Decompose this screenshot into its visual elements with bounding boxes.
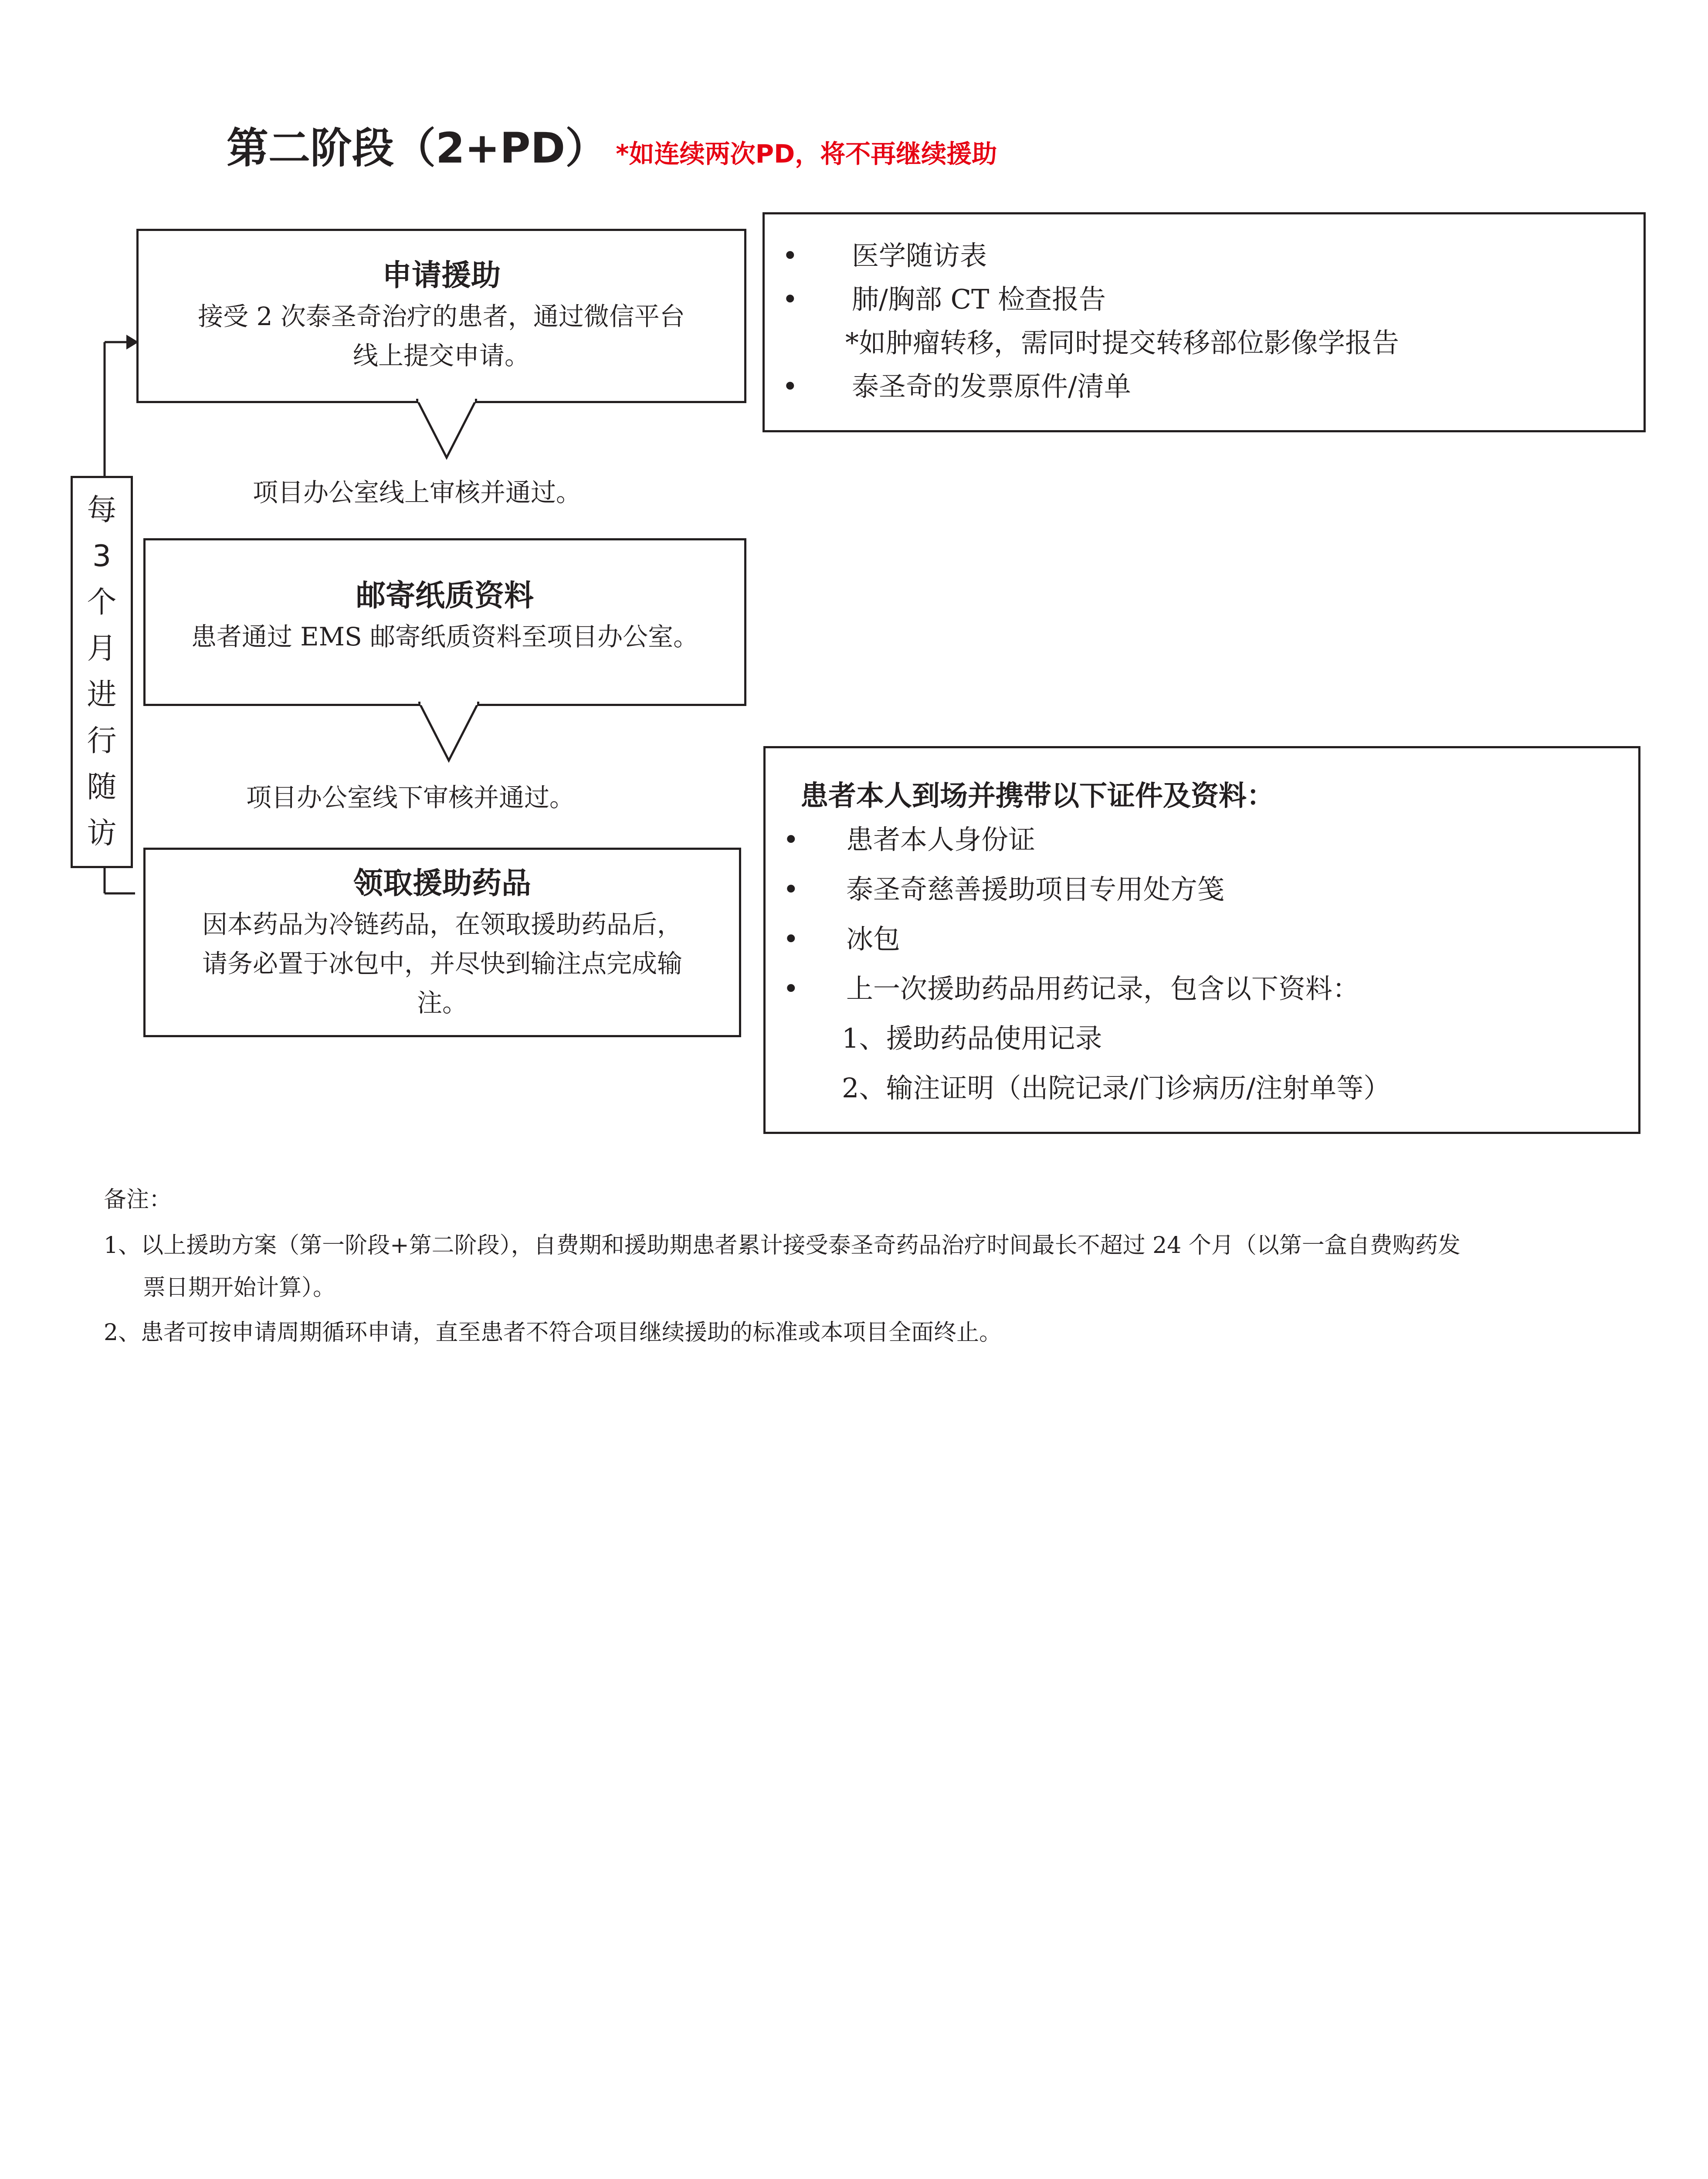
list-item: • 上一次援助药品用药记录，包含以下资料： [766,967,1638,1017]
bullet-icon: • [783,873,799,905]
pickup-requirements-box [763,746,1640,1134]
list-item: • 泰圣奇的发票原件/清单 [765,365,1644,408]
step-mail-line: 患者通过 EMS 邮寄纸质资料至项目办公室。 [191,622,699,652]
bullet-icon: • [783,824,799,855]
list-item: • 肺/胸部 CT 检查报告 [765,278,1644,321]
step-apply-heading: 申请援助 [382,258,501,293]
cycle-char: 访 [87,816,117,851]
note-line: 2、患者可按申请周期循环申请，直至患者不符合项目继续援助的标准或本项目全面终止。 [104,1320,1002,1346]
stage-title: 第二阶段（2+PD） [227,124,607,173]
step-apply-line: 接受 2 次泰圣奇治疗的患者，通过微信平台 [198,302,685,331]
step-apply-box [136,229,746,403]
note-line: 1、以上援助方案（第一阶段+第二阶段），自费期和援助期患者累计接受泰圣奇药品治疗时间最长不超过 24 个月（以第一盒自费购药发 [104,1232,1461,1259]
documents-list-box [762,212,1646,432]
bullet-icon: • [782,283,798,315]
step-pickup-line: 因本药品为冷链药品，在领取援助药品后， [202,910,682,939]
step-mail-heading: 邮寄纸质资料 [356,579,534,613]
list-subitem: 2、输注证明（出院记录/门诊病历/注射单等） [842,1072,1391,1104]
list-item: • 冰包 [766,917,1638,967]
step-pickup-line: 请务必置于冰包中，并尽快到输注点完成输 [202,949,682,978]
cycle-char: 3 [92,539,112,574]
step-apply-line: 线上提交申请。 [352,341,530,370]
cycle-char: 随 [87,770,117,804]
cycle-char: 行 [87,724,117,758]
review-offline-caption: 项目办公室线下审核并通过。 [246,783,575,812]
list-item: • 医学随访表 [765,234,1644,278]
cycle-char: 个 [87,585,117,620]
pickup-requirements-heading: 患者本人到场并携带以下证件及资料： [800,780,1274,812]
notes-label: 备注： [104,1187,172,1213]
list-item: • 患者本人身份证 [766,818,1638,868]
list-subitem: 1、援助药品使用记录 [842,1022,1102,1054]
step-mail-box [143,538,746,706]
cycle-char: 每 [87,493,117,527]
stage-warning: *如连续两次PD，将不再继续援助 [616,139,997,169]
bullet-icon: • [783,923,799,955]
step-pickup-box [143,848,741,1037]
step-pickup-line: 注。 [417,988,468,1018]
bullet-icon: • [782,370,798,402]
list-subnote: *如肿瘤转移，需同时提交转移部位影像学报告 [845,327,1400,359]
review-online-caption: 项目办公室线上审核并通过。 [253,478,582,507]
bullet-icon: • [783,973,799,1005]
cycle-char: 进 [87,678,117,712]
cycle-followup-box [71,476,133,868]
list-item: • 泰圣奇慈善援助项目专用处方笺 [766,868,1638,917]
note-line: 票日期开始计算）。 [143,1275,336,1301]
step-pickup-heading: 领取援助药品 [353,866,531,901]
cycle-char: 月 [87,631,117,666]
bullet-icon: • [782,240,798,272]
step-mail-pointer [418,702,479,763]
step-apply-pointer [416,399,477,460]
